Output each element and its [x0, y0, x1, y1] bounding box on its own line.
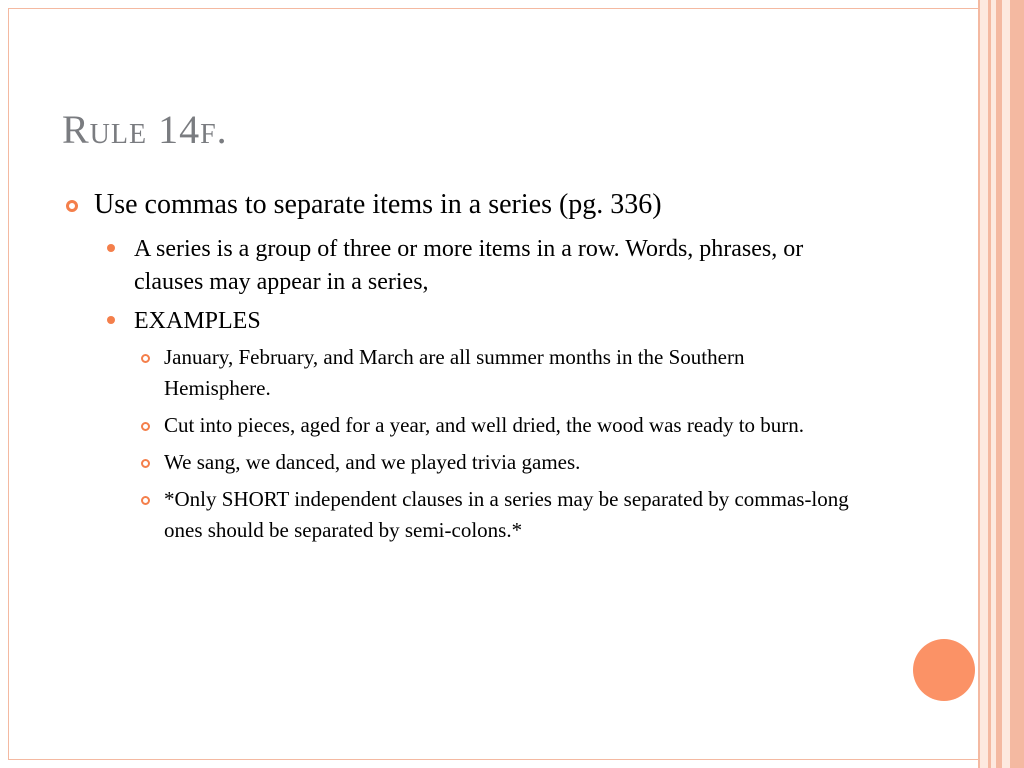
slide-content [60, 186, 850, 546]
dot-bullet-icon [107, 316, 115, 324]
small-ring-bullet-icon [141, 496, 150, 505]
example-text: We sang, we danced, and we played trivia games. [164, 450, 581, 474]
dot-bullet-icon [107, 244, 115, 252]
decorative-side-bands [978, 0, 1024, 768]
sub-bullet [60, 233, 850, 299]
small-ring-bullet-icon [141, 459, 150, 468]
small-ring-bullet-icon [141, 422, 150, 431]
small-ring-bullet-icon [141, 354, 150, 363]
ring-bullet-icon [66, 200, 78, 212]
sub-bullet-text: A series is a group of three or more items in a row. Words, phrases, or clauses may appear in a series, [134, 236, 804, 295]
slide-title: Rule 14f. [62, 107, 228, 152]
main-bullet-text: Use commas to separate items in a series (pg. 336) [94, 189, 662, 220]
sub-bullet [60, 305, 850, 338]
band-stripe [980, 0, 988, 768]
example-text: Cut into pieces, aged for a year, and well dried, the wood was ready to burn. [164, 413, 805, 437]
example-item [60, 342, 850, 404]
example-text: January, February, and March are all summer months in the Southern Hemisphere. [164, 345, 745, 400]
band-stripe [1010, 0, 1024, 768]
band-stripe [1002, 0, 1010, 768]
example-item [60, 410, 850, 441]
sub-bullet-text: EXAMPLES [134, 308, 261, 334]
example-text: *Only SHORT independent clauses in a series may be separated by commas-long ones should be separated by semi-colons.* [164, 487, 849, 542]
example-item [60, 484, 850, 546]
main-bullet [60, 186, 850, 223]
decorative-circle [913, 639, 975, 701]
example-item [60, 447, 850, 478]
